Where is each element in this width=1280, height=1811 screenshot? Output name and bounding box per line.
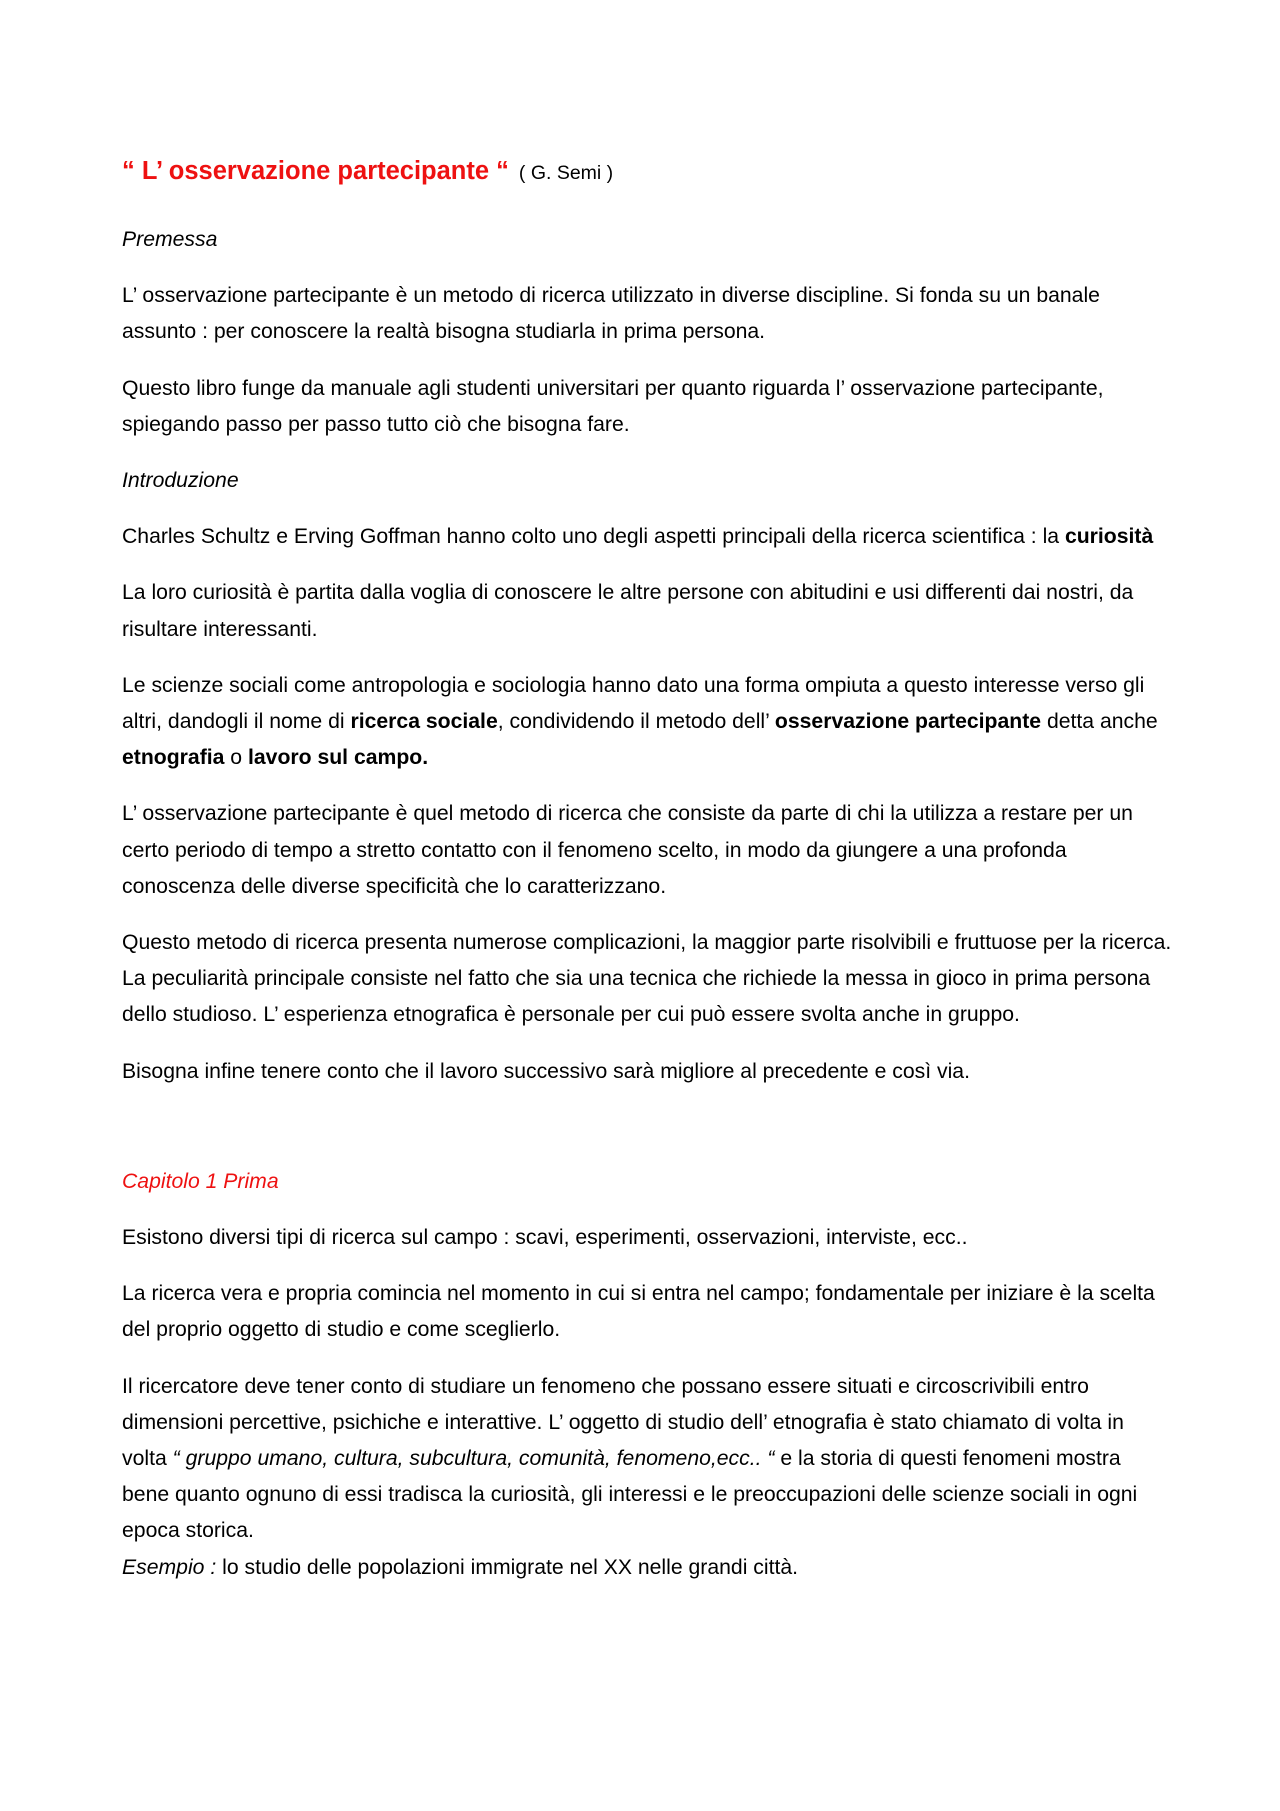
capitolo1-paragraph-3 bbox=[122, 1369, 1172, 1586]
introduzione-p1-text: Charles Schultz e Erving Goffman hanno colto uno degli aspetti principali della ricerca scientifica : la bbox=[122, 525, 1065, 549]
capitolo1-paragraph-1: Esistono diversi tipi di ricerca sul campo : scavi, esperimenti, osservazioni, interviste, ecc.. bbox=[122, 1226, 968, 1250]
document-title: “ L’ osservazione partecipante “ bbox=[122, 157, 509, 185]
document-title-line bbox=[122, 152, 1172, 194]
introduzione-p3-g: o bbox=[224, 746, 248, 770]
document-page bbox=[122, 152, 1172, 1586]
capitolo1-example-label: Esempio : bbox=[122, 1555, 217, 1579]
introduzione-p3-d: osservazione partecipante bbox=[774, 710, 1042, 734]
document-author: ( G. Semi ) bbox=[518, 162, 614, 184]
introduzione-paragraph-2: La loro curiosità è partita dalla voglia di conoscere le altre persone con abitudini e usi differenti dai nostri, da risultare interessanti. bbox=[122, 581, 1134, 641]
introduzione-paragraph-5: Questo metodo di ricerca presenta numerose complicazioni, la maggior parte risolvibili e fruttuose per la ricerca. La peculiarità principale consiste nel fatto che sia una tecnica che richiede la messa in gioco in prima persona dello studioso. L’ esperienza etnografica è personale per cui può essere svolta anche in gruppo. bbox=[122, 931, 1172, 1027]
introduzione-p3-e: detta anche bbox=[1041, 710, 1158, 734]
capitolo1-example-text: lo studio delle popolazioni immigrate nel XX nelle grandi città. bbox=[216, 1555, 799, 1579]
section-spacer bbox=[122, 1110, 1172, 1164]
introduzione-p1-bold: curiosità bbox=[1064, 525, 1154, 549]
introduzione-p3-h: lavoro sul campo. bbox=[247, 746, 429, 770]
chapter-heading-capitolo-1: Capitolo 1 Prima bbox=[122, 1169, 279, 1193]
capitolo1-p3-a: Il ricercatore deve tener conto di studiare un fenomeno che possano essere situati e circoscrivibili entro dimensioni percettive, psichiche e interattive. L’ oggetto di studio dell’ etnografia è stato chiamato di volta in volta bbox=[122, 1374, 1124, 1471]
section-heading-introduzione: Introduzione bbox=[122, 469, 239, 493]
capitolo1-paragraph-2: La ricerca vera e propria comincia nel momento in cui si entra nel campo; fondamentale per iniziare è la scelta del proprio oggetto di studio e come sceglierlo. bbox=[122, 1282, 1155, 1342]
introduzione-paragraph-4: L’ osservazione partecipante è quel metodo di ricerca che consiste da parte di chi la utilizza a restare per un certo periodo di tempo a stretto contatto con il fenomeno scelto, in modo da giungere a una profonda conoscenza delle diverse specificità che lo caratterizzano. bbox=[122, 802, 1133, 898]
introduzione-p3-a: Le scienze sociali come antropologia e sociologia hanno dato una forma ompiuta a questo interesse verso gli altri, dandogli il nome di bbox=[122, 673, 1145, 734]
capitolo1-p3-c: e la storia di questi fenomeni mostra bene quanto ognuno di essi tradisca la curiosità, gli interessi e le preoccupazioni delle scienze sociali in ogni epoca storica. bbox=[122, 1447, 1138, 1543]
introduzione-paragraph-6: Bisogna infine tenere conto che il lavoro successivo sarà migliore al precedente e così via. bbox=[122, 1059, 970, 1083]
premessa-paragraph-2: Questo libro funge da manuale agli studenti universitari per quanto riguarda l’ osservazione partecipante, spiegando passo per passo tutto ciò che bisogna fare. bbox=[122, 376, 1104, 436]
introduzione-paragraph-1 bbox=[122, 519, 1172, 555]
section-heading-premessa: Premessa bbox=[122, 228, 218, 251]
introduzione-p3-b: ricerca sociale bbox=[350, 710, 498, 734]
premessa-paragraph-1: L’ osservazione partecipante è un metodo di ricerca utilizzato in diverse discipline. Si fonda su un banale assunto : per conoscere la realtà bisogna studiarla in prima persona. bbox=[122, 284, 1100, 344]
capitolo1-p3-b: “ gruppo umano, cultura, subcultura, comunità, fenomeno,ecc.. “ bbox=[172, 1447, 775, 1471]
introduzione-paragraph-3 bbox=[122, 668, 1172, 777]
introduzione-p3-f: etnografia bbox=[122, 746, 225, 770]
introduzione-p3-c: , condividendo il metodo dell’ bbox=[497, 710, 775, 734]
